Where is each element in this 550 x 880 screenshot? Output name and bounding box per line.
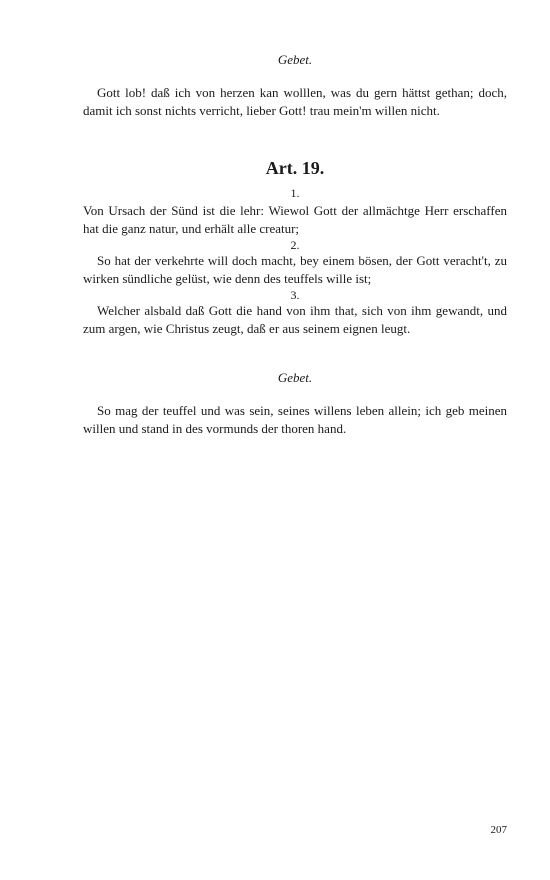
- article-title: Art. 19.: [265, 158, 325, 178]
- point-number-2: 2.: [290, 238, 300, 252]
- point-text-1: Von Ursach der Sünd ist die lehr: Wiewol Gott der allmächtge Herr erschaffen hat die ganz natur, und erhält alle creatur;: [83, 203, 507, 236]
- point-number-1: 1.: [290, 186, 300, 200]
- point-number-3: 3.: [290, 288, 300, 302]
- point-text-2: So hat der verkehrte will doch macht, bey einem bösen, der Gott veracht't, zu wirken sündliche gelüst, wie denn des teuffels wille ist;: [83, 253, 507, 286]
- page-number: 207: [490, 824, 507, 836]
- prayer-heading-1: Gebet.: [277, 52, 313, 67]
- prayer-text-1: Gott lob! daß ich von herzen kan wolllen, was du gern hättst gethan; doch, damit ich sonst nichts verricht, lieber Gott! trau mein'm willen nicht.: [83, 85, 507, 118]
- prayer-heading-2: Gebet.: [277, 370, 313, 385]
- prayer-text-2: So mag der teuffel und was sein, seines willens leben allein; ich geb meinen willen und stand in des vormunds der thoren hand.: [83, 403, 507, 436]
- point-text-3: Welcher alsbald daß Gott die hand von ihm that, sich von ihm gewandt, und zum argen, wie Christus zeugt, daß er aus seinem eignen leugt.: [83, 303, 507, 336]
